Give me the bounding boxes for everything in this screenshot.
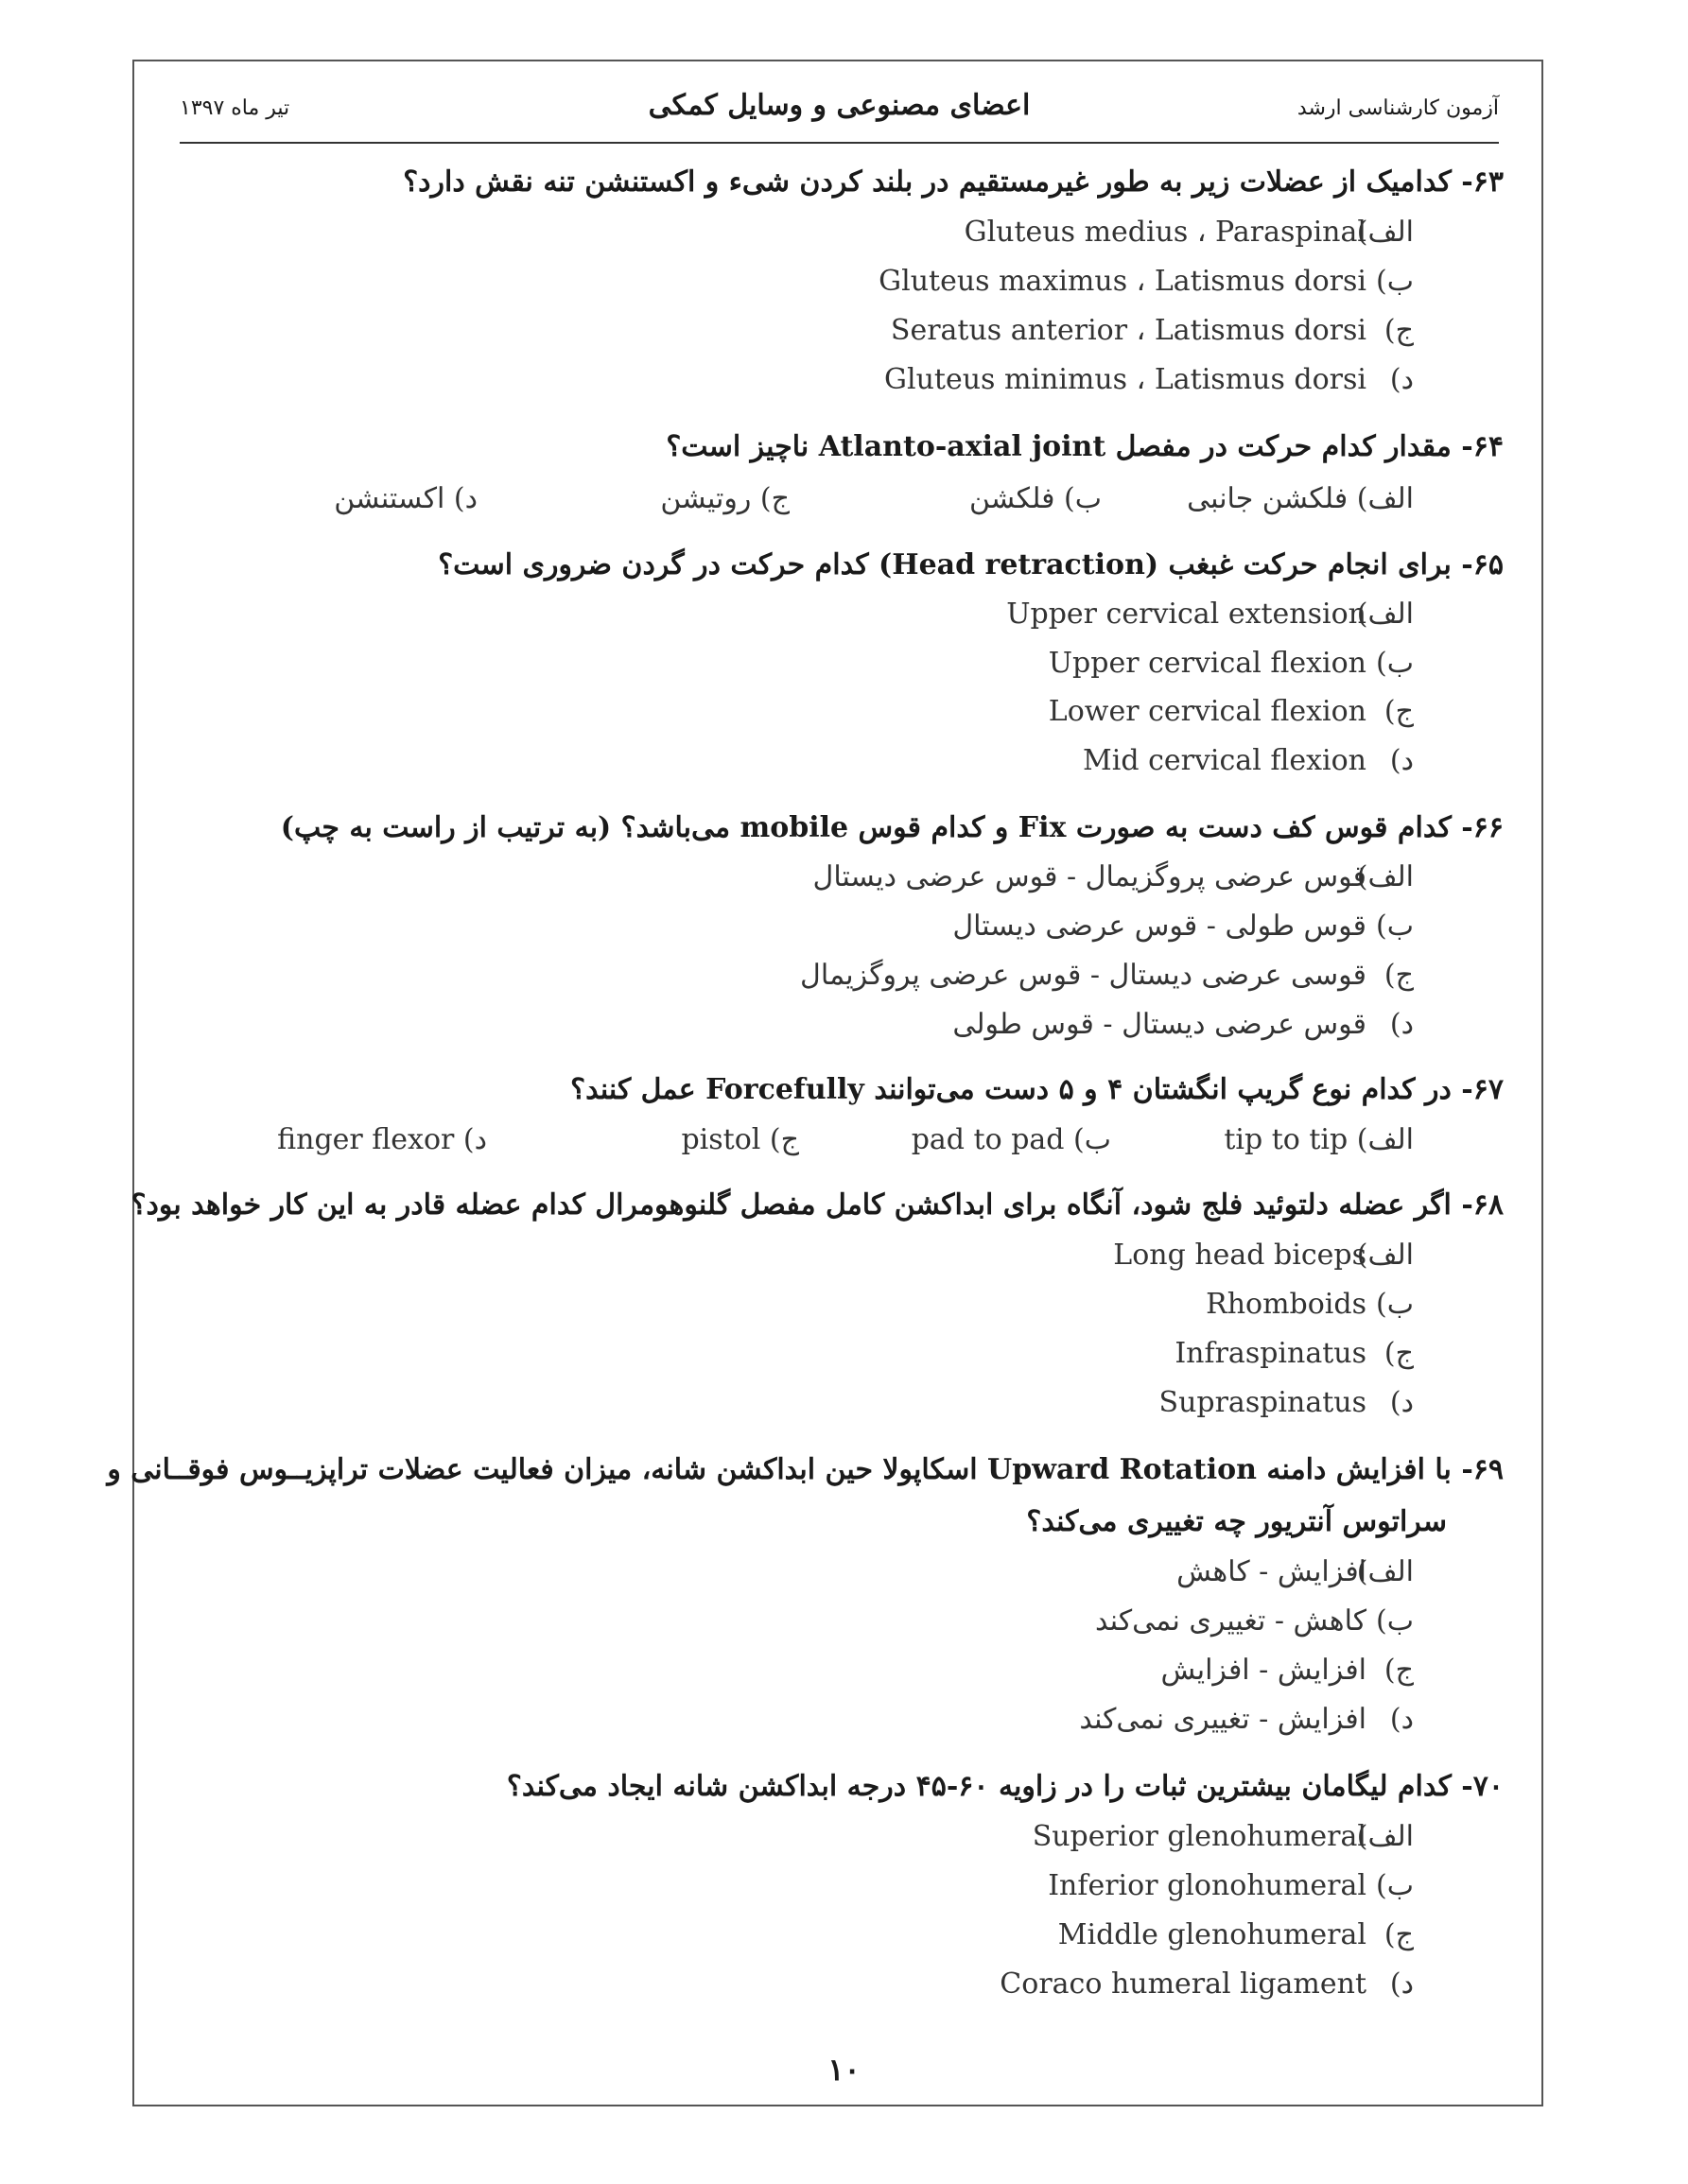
option-text: tip to tip (1224, 1123, 1349, 1156)
option-text: Long head biceps (1113, 1239, 1366, 1272)
option-68-b[interactable] (1206, 1288, 1414, 1321)
option-65-c[interactable] (1049, 695, 1414, 728)
option-text: Mid cervical flexion (1083, 744, 1366, 777)
option-70-d[interactable] (1000, 1967, 1414, 2001)
option-text: کاهش - تغییری نمی‌کند (1095, 1604, 1366, 1638)
options-row-67 (277, 1123, 1414, 1161)
option-68-d[interactable] (1159, 1386, 1414, 1419)
option-mark: الف) (1356, 482, 1414, 515)
option-text: قوسی عرضی دیستال - قوس عرضی پروگزیمال (800, 959, 1366, 992)
option-mark: ج) (1383, 1654, 1414, 1687)
option-text: قوس عرضی پروگزیمال - قوس عرضی دیستال (812, 860, 1366, 893)
option-text: فلکشن (969, 482, 1055, 515)
question-63: ۶۳- کدامیک از عضلات زیر به طور غیرمستقیم در بلند کردن شیء و اکستنشن تنه نقش دارد؟ (403, 165, 1504, 199)
option-mark: ج) (769, 1123, 799, 1156)
option-mark: الف) (1356, 1820, 1414, 1853)
options-row-64 (284, 482, 1414, 520)
option-mark: د) (1389, 1008, 1414, 1041)
option-64-c[interactable] (660, 482, 790, 515)
option-67-c[interactable] (681, 1123, 799, 1156)
option-63-c[interactable] (891, 314, 1414, 347)
question-69-continuation: سراتوس آنتریور چه تغییری می‌کند؟ (1026, 1505, 1447, 1538)
option-66-b[interactable] (952, 910, 1414, 943)
option-63-d[interactable] (884, 363, 1414, 396)
option-text: Supraspinatus (1158, 1386, 1366, 1419)
option-text: قوس طولی - قوس عرضی دیستال (952, 910, 1366, 943)
option-mark: ب) (1376, 1869, 1414, 1902)
question-69: ۶۹- با افزایش دامنه Upward Rotation اسکاپولا حین ابداکشن شانه، میزان فعالیت عضلات تراپزیــوس فوقــانی و (107, 1453, 1504, 1486)
option-66-d[interactable] (952, 1008, 1414, 1041)
option-70-b[interactable] (1048, 1869, 1414, 1902)
option-63-b[interactable] (879, 265, 1414, 298)
option-69-c[interactable] (1160, 1654, 1414, 1687)
option-69-a[interactable] (1176, 1555, 1414, 1588)
option-mark: ج) (1383, 1918, 1414, 1951)
option-65-d[interactable] (1083, 744, 1414, 777)
option-text: Middle glenohumeral (1057, 1918, 1366, 1951)
question-66: ۶۶- کدام قوس کف دست به صورت Fix و کدام قوس mobile می‌باشد؟ (به ترتیب از راست به چپ) (280, 811, 1504, 844)
option-mark: ب) (1376, 910, 1414, 943)
question-65: ۶۵- برای انجام حرکت غبغب (Head retraction) کدام حرکت در گردن ضروری است؟ (438, 548, 1504, 581)
option-mark: ب) (1073, 1123, 1111, 1156)
option-64-d[interactable] (334, 482, 478, 515)
option-text: Superior glenohumeral (1032, 1820, 1366, 1853)
option-text: افزایش - تغییری نمی‌کند (1079, 1703, 1366, 1736)
option-64-b[interactable] (969, 482, 1102, 515)
option-mark: ج) (759, 482, 790, 515)
option-text: اکستنشن (334, 482, 445, 515)
option-text: pad to pad (911, 1123, 1065, 1156)
option-mark: د) (1389, 363, 1414, 396)
option-mark: الف) (1356, 1239, 1414, 1272)
option-mark: د) (1389, 1386, 1414, 1419)
option-mark: د) (453, 482, 478, 515)
option-mark: د) (1389, 744, 1414, 777)
option-mark: ج) (1383, 1337, 1414, 1370)
option-mark: ب) (1376, 1288, 1414, 1321)
option-mark: د) (462, 1123, 487, 1156)
option-text: Gluteus medius ، Paraspinal (964, 216, 1366, 249)
option-mark: د) (1389, 1967, 1414, 2001)
option-mark: ج) (1383, 314, 1414, 347)
option-mark: ب) (1376, 265, 1414, 298)
option-mark: ب) (1376, 1604, 1414, 1638)
option-mark: ب) (1064, 482, 1102, 515)
option-mark: الف) (1356, 1555, 1414, 1588)
option-text: افزایش - افزایش (1160, 1654, 1366, 1687)
option-text: finger flexor (277, 1123, 455, 1156)
option-text: افزایش - کاهش (1176, 1555, 1366, 1588)
option-67-b[interactable] (912, 1123, 1111, 1156)
page-number: ۱۰ (827, 2052, 861, 2088)
option-text: Seratus anterior ، Latismus dorsi (890, 314, 1366, 347)
option-70-c[interactable] (1058, 1918, 1414, 1951)
option-text: Coraco humeral ligament (1000, 1967, 1366, 2001)
option-text: Infraspinatus (1175, 1337, 1366, 1370)
question-67: ۶۷- در کدام نوع گریپ انگشتان ۴ و ۵ دست می‌توانند Forcefully عمل کنند؟ (570, 1073, 1504, 1106)
option-text: Gluteus minimus ، Latismus dorsi (884, 363, 1366, 396)
exam-date: تیر ماه ۱۳۹۷ (180, 96, 290, 120)
option-text: روتیشن (660, 482, 752, 515)
option-68-a[interactable] (1113, 1239, 1414, 1272)
option-66-c[interactable] (800, 959, 1414, 992)
subject-title: اعضای مصنوعی و وسایل کمکی (648, 89, 1031, 122)
option-65-b[interactable] (1049, 647, 1414, 680)
option-text: فلکشن جانبی (1187, 482, 1349, 515)
option-67-d[interactable] (277, 1123, 487, 1156)
option-mark: ج) (1383, 695, 1414, 728)
option-text: Upper cervical extension (1006, 598, 1366, 631)
option-mark: الف) (1356, 1123, 1414, 1156)
option-mark: د) (1389, 1703, 1414, 1736)
option-mark: الف) (1356, 860, 1414, 893)
question-68: ۶۸- اگر عضله دلتوئید فلج شود، آنگاه برای ابداکشن کامل مفصل گلنوهومرال کدام عضله قادر به این کار خواهد بود؟ (131, 1188, 1504, 1222)
option-66-a[interactable] (813, 860, 1414, 893)
question-64: ۶۴- مقدار کدام حرکت در مفصل Atlanto-axial joint ناچیز است؟ (666, 430, 1504, 463)
option-text: pistol (681, 1123, 761, 1156)
option-text: Rhomboids (1206, 1288, 1366, 1321)
option-63-a[interactable] (965, 216, 1414, 249)
option-text: Inferior glonohumeral (1048, 1869, 1366, 1902)
option-67-a[interactable] (1224, 1123, 1414, 1156)
option-64-a[interactable] (1187, 482, 1414, 515)
option-mark: ج) (1383, 959, 1414, 992)
option-68-c[interactable] (1175, 1337, 1414, 1370)
option-65-a[interactable] (1006, 598, 1414, 631)
exam-title: آزمون کارشناسی ارشد (1296, 96, 1499, 120)
option-mark: الف) (1356, 598, 1414, 631)
option-mark: الف) (1356, 216, 1414, 249)
page-header (180, 89, 1499, 144)
option-text: Upper cervical flexion (1048, 647, 1366, 680)
option-69-b[interactable] (1095, 1604, 1414, 1638)
option-69-d[interactable] (1079, 1703, 1414, 1736)
option-text: Lower cervical flexion (1048, 695, 1366, 728)
option-70-a[interactable] (1033, 1820, 1414, 1853)
option-mark: ب) (1376, 647, 1414, 680)
question-70: ۷۰- کدام لیگامان بیشترین ثبات را در زاویه ۶۰-۴۵ درجه ابداکشن شانه ایجاد می‌کند؟ (506, 1770, 1504, 1803)
option-text: قوس عرضی دیستال - قوس طولی (952, 1008, 1366, 1041)
option-text: Gluteus maximus ، Latismus dorsi (879, 265, 1366, 298)
